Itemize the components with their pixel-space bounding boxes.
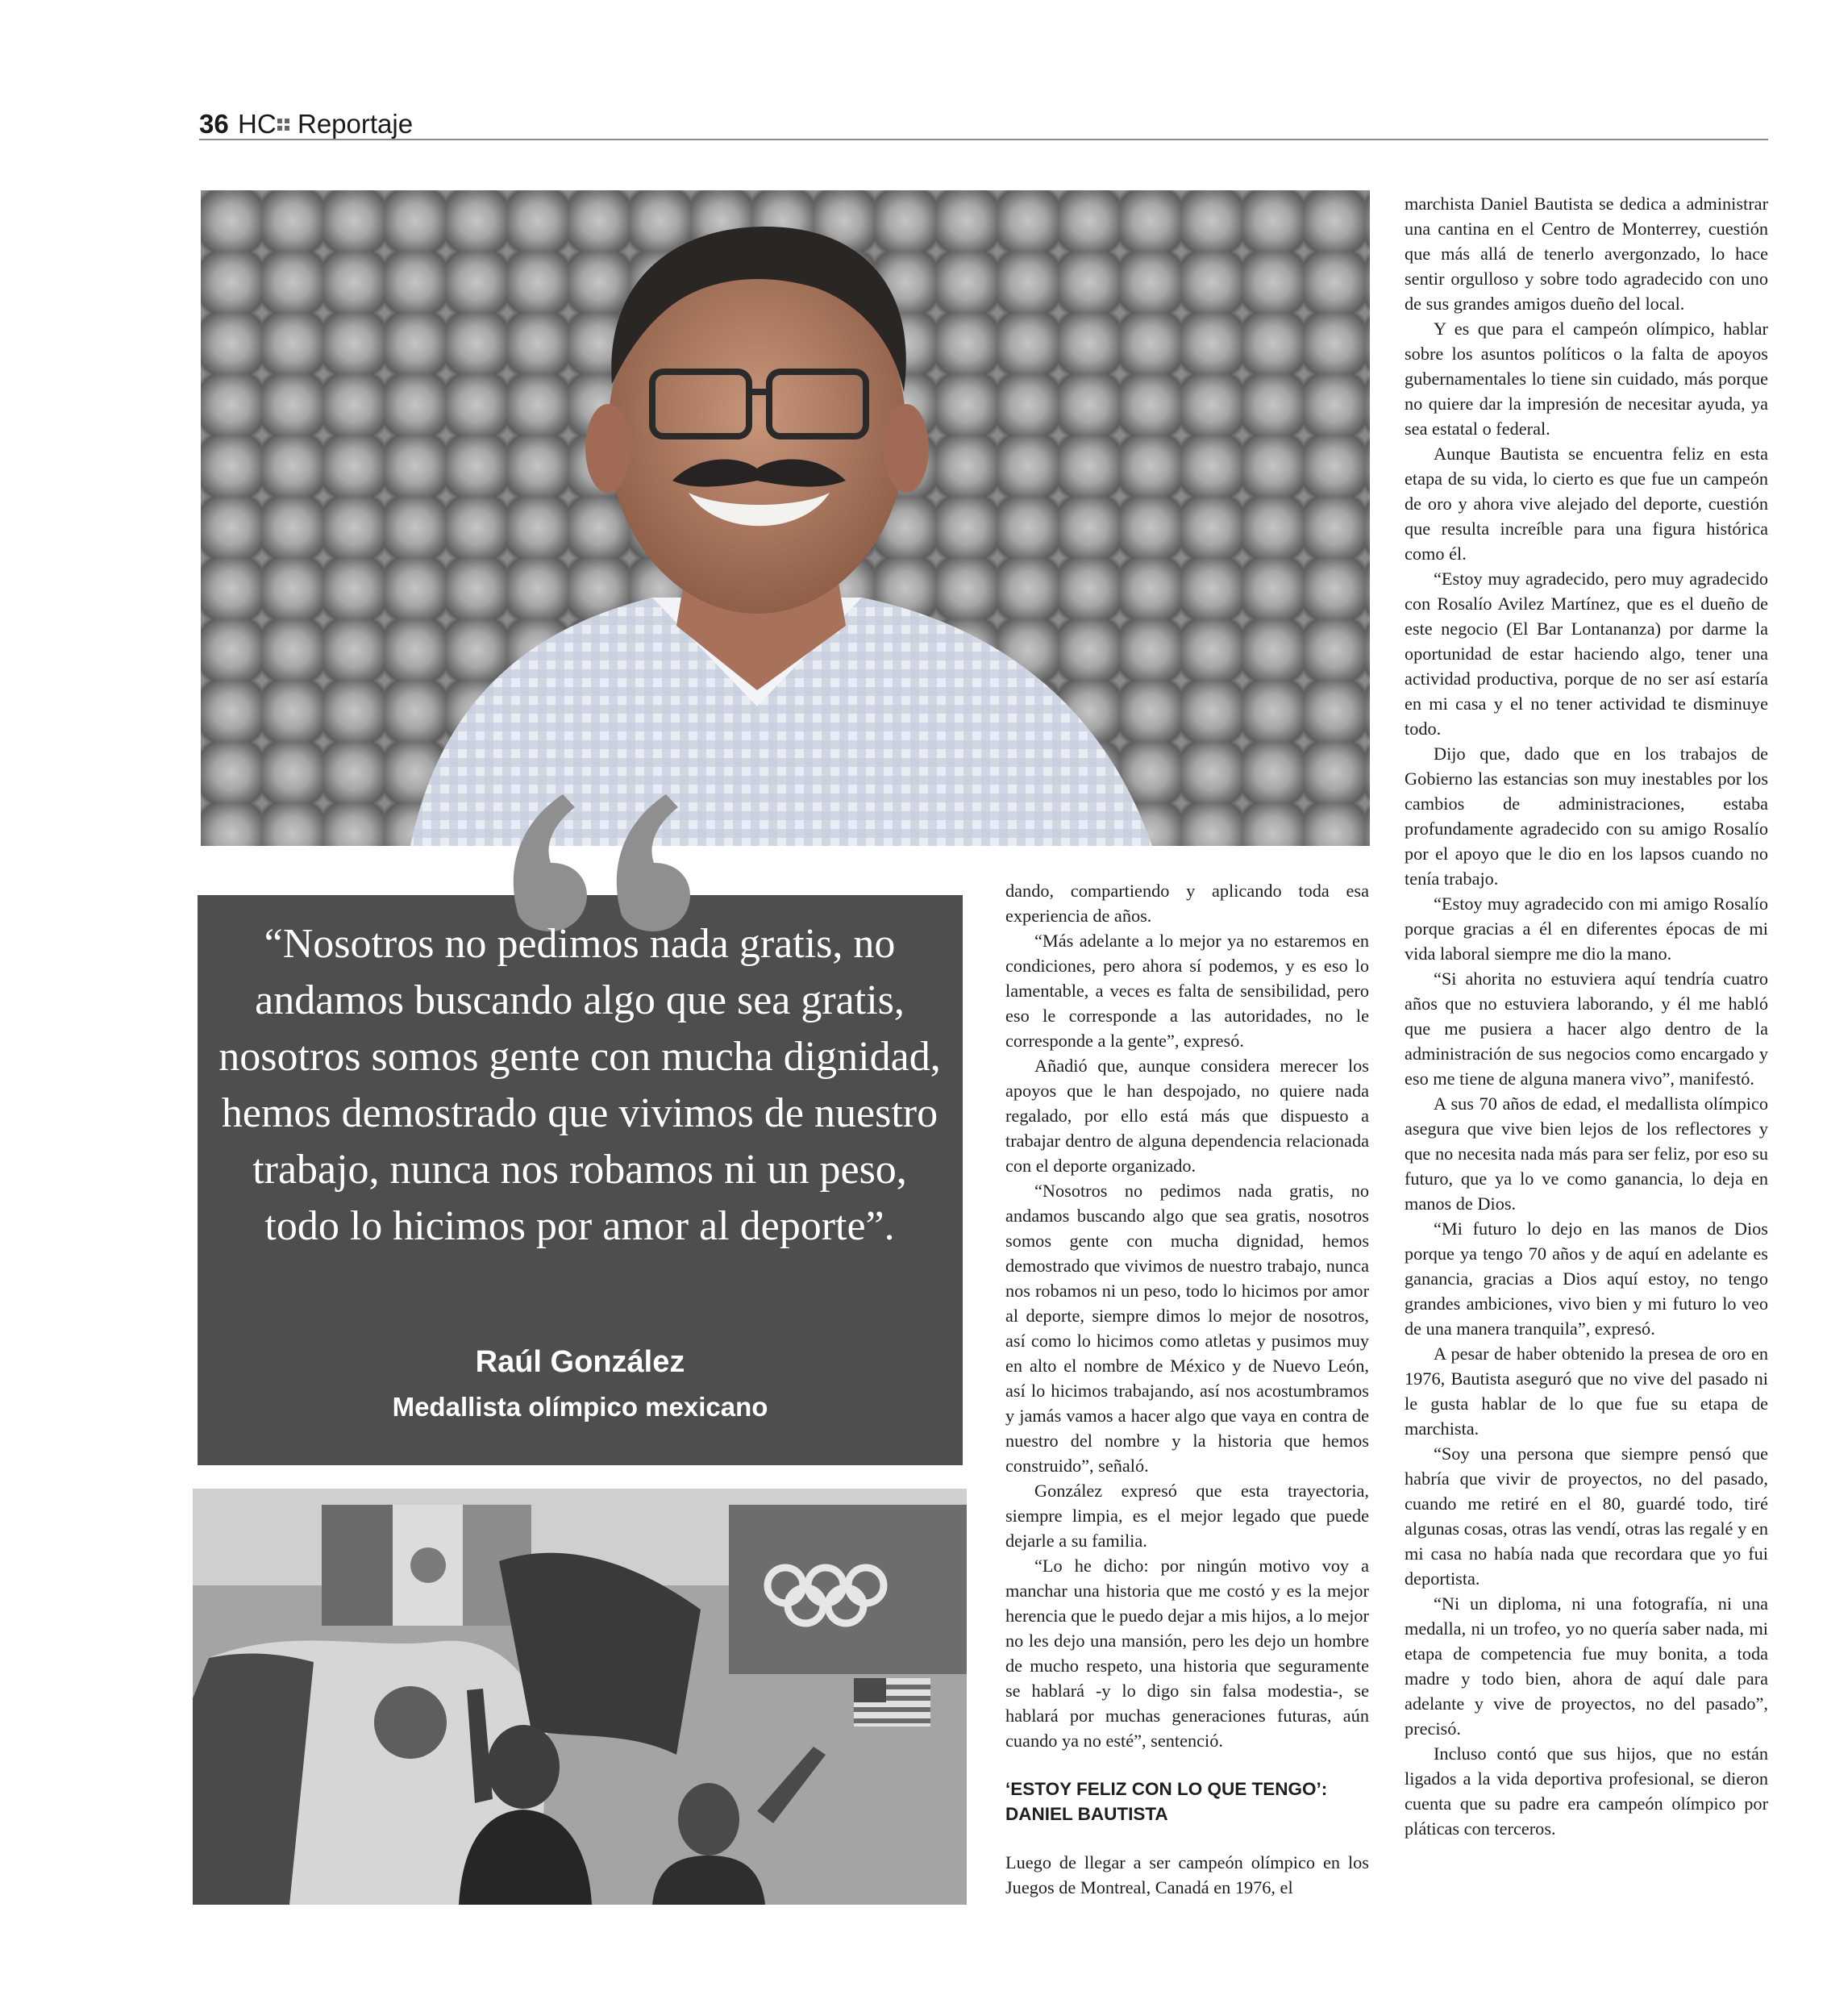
archival-photo-illustration bbox=[193, 1489, 967, 1905]
article-paragraph: dando, compartiendo y aplicando toda esa experiencia de años. bbox=[1005, 881, 1369, 926]
quote-marks-icon bbox=[506, 794, 692, 931]
page-header bbox=[199, 106, 1768, 142]
pull-quote-text: “Nosotros no pedimos nada gratis, no andamos buscando algo que sea gratis, nosotros somos gente con mucha dignidad, hemos demostrado que vivimos de nuestro trabajo, nunca nos robamos ni un peso, todo lo hicimos por amor al deporte”. bbox=[218, 921, 941, 1249]
header-rule bbox=[199, 139, 1768, 140]
article-paragraph: “Nosotros no pedimos nada gratis, no andamos buscando algo que sea gratis, nosotros somos gente con mucha dignidad, hemos demostrado que vivimos de nuestro trabajo, nunca nos robamos ni un peso, todo lo hicimos por amor al deporte, siempre dimos lo mejor de nosotros, así como lo hicimos como atletas y pusimos muy en alto el nombre de México y de Nuevo León, así lo hicimos trabajando, así nos acostumbramos y jamás vamos a hacer algo que vaya en contra de nuestro del nombre y la historia que hemos construido”, señaló. bbox=[1005, 1181, 1369, 1476]
archival-celebration-photo bbox=[193, 1489, 967, 1905]
article-paragraph: “Mi futuro lo dejo en las manos de Dios porque ya tengo 70 años y de aquí en adelante es ganancia, gracias a Dios aquí estoy, no tengo grandes ambiciones, vivo bien y mi futuro lo veo de una manera tranquila”, expresó. bbox=[1405, 1218, 1768, 1339]
article-paragraph: Incluso contó que sus hijos, que no están ligados a la vida deportiva profesional, se dieron cuenta que su padre era campeón olímpico por pláticas con terceros. bbox=[1405, 1743, 1768, 1839]
article-paragraph: “Estoy muy agradecido, pero muy agradecido con Rosalío Avilez Martínez, que es el dueño de este negocio (El Bar Lontananza) por darme la oportunidad de estar haciendo algo, tener una actividad productiva, porque de no ser así estaría en mi casa y el no tener actividad te disminuye todo. bbox=[1405, 569, 1768, 739]
article-paragraph: A sus 70 años de edad, el medallista olímpico asegura que vive bien lejos de los reflectores y que no necesita nada más para ser feliz, por eso su futuro, que ya lo ve como ganancia, lo deja en manos de Dios. bbox=[1405, 1093, 1768, 1214]
article-paragraph: “Soy una persona que siempre pensó que habría que vivir de proyectos, no del pasado, cuando me retiré en el 80, guardé todo, tiré algunas cosas, otras las vendí, otras las regalé y en mi casa no había nada que recordara que yo fui deportista. bbox=[1405, 1443, 1768, 1589]
article-column-right bbox=[1405, 191, 1768, 1841]
article-paragraph: “Estoy muy agradecido con mi amigo Rosalío porque gracias a él en diferentes épocas de mi vida laboral siempre me dio la mano. bbox=[1405, 893, 1768, 964]
article-paragraph: Añadió que, aunque considera merecer los apoyos que le han despojado, no quiere nada regalado, por ello está más que dispuesto a trabajar dentro de alguna dependencia relacionada con el deporte organizado. bbox=[1005, 1056, 1369, 1176]
publication-name: HC bbox=[238, 109, 277, 139]
article-paragraph: “Más adelante a lo mejor ya no estaremos en condiciones, pero ahora sí podemos, y es eso lo lamentable, a veces es falta de sensibilidad, pero eso le corresponde a las autoridades, no le corresponde a la gente”, expresó. bbox=[1005, 931, 1369, 1051]
article-column-middle bbox=[1005, 878, 1369, 1900]
article-paragraph: Aunque Bautista se encuentra feliz en esta etapa de su vida, lo cierto es que fue un campeón de oro y ahora vive alejado del deporte, cuestión que resulta increíble para una figura histórica como él. bbox=[1405, 444, 1768, 564]
article-subhead: ‘ESTOY FELIZ CON LO QUE TENGO’: DANIEL BAUTISTA bbox=[1005, 1779, 1328, 1824]
article-paragraph: González expresó que esta trayectoria, siempre limpia, es el mejor legado que puede dejarle a su familia. bbox=[1005, 1481, 1369, 1551]
portrait-illustration bbox=[201, 190, 1370, 846]
quote-author: Raúl González bbox=[475, 1345, 685, 1379]
article-paragraph: A pesar de haber obtenido la presea de oro en 1976, Bautista aseguró que no vive del pasado ni le gusta hablar de lo que fue su etapa de marchista. bbox=[1405, 1343, 1768, 1439]
article-paragraph: “Si ahorita no estuviera aquí tendría cuatro años que no estuviera laborando, y él me habló que me pusiera a hacer algo dentro de la administración de sus negocios como encargado y eso me tiene de alguna manera vivo”, manifestó. bbox=[1405, 968, 1768, 1089]
quote-author-role: Medallista olímpico mexicano bbox=[392, 1392, 768, 1422]
article-paragraph: marchista Daniel Bautista se dedica a administrar una cantina en el Centro de Monterrey, cuestión que más allá de tenerlo avergonzado, lo hace sentir orgulloso y sobre todo agradecido con uno de sus grandes amigos dueño del local. bbox=[1405, 194, 1768, 314]
portrait-photo bbox=[201, 190, 1370, 846]
article-paragraph: Y es que para el campeón olímpico, hablar sobre los asuntos políticos o la falta de apoyos gubernamentales lo tiene sin cuidado, más porque no quiere dar la impresión de necesitar ayuda, ya sea estatal o federal. bbox=[1405, 319, 1768, 439]
article-paragraph: “Lo he dicho: por ningún motivo voy a manchar una historia que me costó y es la mejor herencia que le puedo dejar a mis hijos, a lo mejor no les dejo una mansión, pero les dejo un hombre de mucho respeto, una historia que seguramente se hablará -y lo digo sin falsa modestia-, se hablará por muchas generaciones futuras, aún cuando ya no esté”, sentenció. bbox=[1005, 1556, 1369, 1751]
section-name: Reportaje bbox=[298, 109, 414, 139]
article-paragraph: Dijo que, dado que en los trabajos de Gobierno las estancias son muy inestables por los cambios de administraciones, estaba profundamente agradecido con su amigo Rosalío por el apoyo que le dio en los lapsos cuando no tenía trabajo. bbox=[1405, 744, 1768, 889]
page-number: 36 bbox=[199, 109, 229, 139]
article-paragraph: Luego de llegar a ser campeón olímpico en los Juegos de Montreal, Canadá en 1976, el bbox=[1005, 1852, 1369, 1897]
article-paragraph: “Ni un diploma, ni una fotografía, ni una medalla, ni un trofeo, yo no quería saber nada, mi etapa de competencia fue muy bonita, a toda madre y todo bien, ahora de aquí dale para adelante y vive de proyectos, no del pasado”, precisó. bbox=[1405, 1593, 1768, 1739]
separator-dots-icon bbox=[277, 119, 290, 131]
